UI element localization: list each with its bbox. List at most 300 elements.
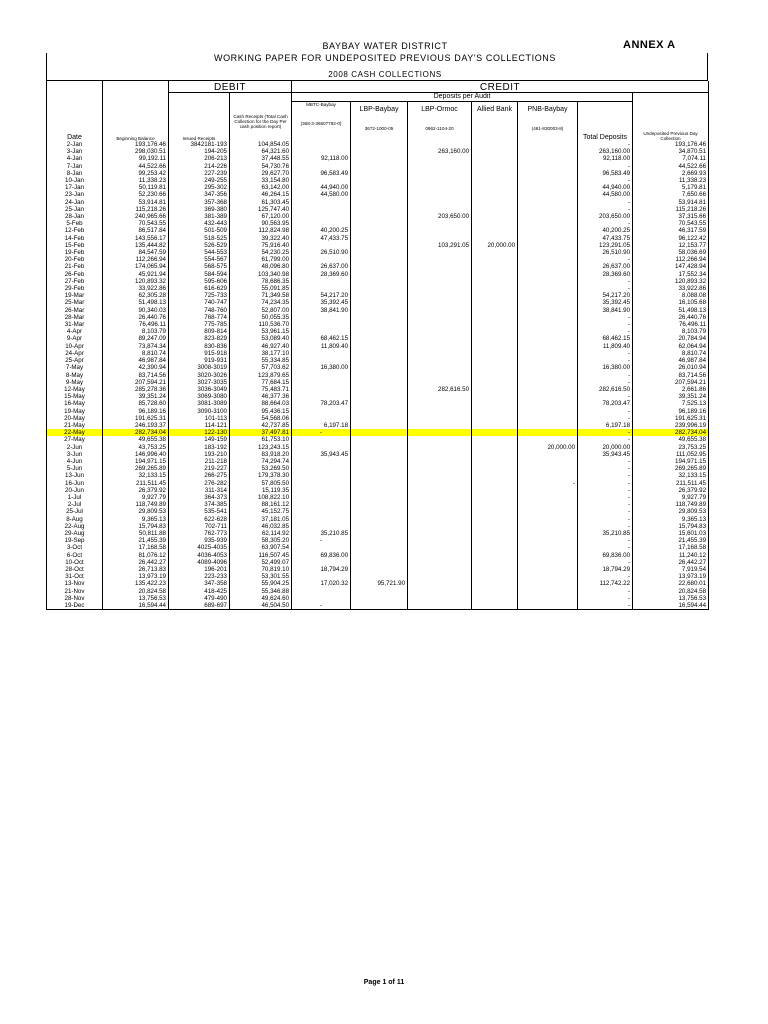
cell-beginning-balance: 50,811.88	[103, 530, 169, 537]
cell-date: 6-Oct	[47, 552, 103, 559]
cell-date: 15-May	[47, 393, 103, 400]
cell-total-deposits: 44,940.00	[578, 184, 633, 191]
cell-lbp-ormoc	[408, 321, 472, 328]
cell-mbtc-baybay: -	[292, 602, 351, 610]
cell-cash-receipts: 61,753.10	[230, 436, 292, 443]
cell-cash-receipts: 46,504.50	[230, 602, 292, 610]
cell-lbp-baybay	[351, 314, 408, 321]
table-row	[47, 379, 709, 386]
cell-date: 13-Jun	[47, 472, 103, 479]
cell-total-deposits: 20,000.00	[578, 444, 633, 451]
cell-mbtc-baybay: 54,217.20	[292, 292, 351, 299]
cell-pnb-baybay	[518, 580, 578, 587]
cell-date: 29-Aug	[47, 530, 103, 537]
cell-undeposited: 7,919.54	[633, 566, 709, 573]
cell-total-deposits: 96,583.49	[578, 170, 633, 177]
cell-undeposited: 17,168.58	[633, 544, 709, 551]
table-row	[47, 184, 709, 191]
table-row	[47, 148, 709, 155]
cell-pnb-baybay	[518, 163, 578, 170]
cell-beginning-balance: 135,422.23	[103, 580, 169, 587]
cell-issued-receipts: 364-373	[169, 494, 230, 501]
cell-undeposited: 39,351.24	[633, 393, 709, 400]
cell-issued-receipts: 725-733	[169, 292, 230, 299]
lbp-ormoc-label: LBP-Ormoc	[421, 105, 458, 113]
cell-cash-receipts: 75,916.40	[230, 242, 292, 249]
cell-lbp-ormoc	[408, 472, 472, 479]
cell-date: 29-Feb	[47, 285, 103, 292]
table-row	[47, 343, 709, 350]
cell-date: 15-Feb	[47, 242, 103, 249]
cell-issued-receipts: 418-425	[169, 588, 230, 595]
cell-undeposited: 118,749.89	[633, 501, 709, 508]
cell-allied-bank	[472, 465, 518, 472]
cell-allied-bank	[472, 458, 518, 465]
cell-beginning-balance: 26,713.83	[103, 566, 169, 573]
cell-undeposited: 26,442.27	[633, 559, 709, 566]
cell-date: 3-Oct	[47, 544, 103, 551]
cell-issued-receipts: 223-233	[169, 573, 230, 580]
cell-lbp-ormoc	[408, 566, 472, 573]
cell-lbp-baybay	[351, 249, 408, 256]
cell-undeposited: 282,734.04	[633, 429, 709, 436]
table-row	[47, 408, 709, 415]
cell-mbtc-baybay	[292, 559, 351, 566]
cell-total-deposits: -	[578, 278, 633, 285]
cell-cash-receipts: 46,032.85	[230, 523, 292, 530]
cell-mbtc-baybay: 35,943.45	[292, 451, 351, 458]
cell-lbp-baybay	[351, 299, 408, 306]
cell-pnb-baybay	[518, 516, 578, 523]
cell-cash-receipts: 29,627.70	[230, 170, 292, 177]
cell-undeposited: 21,455.39	[633, 537, 709, 544]
cell-beginning-balance: 9,927.79	[103, 494, 169, 501]
cell-lbp-baybay	[351, 271, 408, 278]
table-row	[47, 364, 709, 371]
table-row	[47, 552, 709, 559]
cell-issued-receipts: 211-218	[169, 458, 230, 465]
cell-mbtc-baybay: 96,583.49	[292, 170, 351, 177]
cell-date: 31-Mar	[47, 321, 103, 328]
cell-beginning-balance: 45,921.94	[103, 271, 169, 278]
cell-undeposited: 7,074.11	[633, 155, 709, 162]
cell-undeposited: 46,317.59	[633, 227, 709, 234]
cell-lbp-ormoc	[408, 314, 472, 321]
table-row	[47, 357, 709, 364]
cell-total-deposits: 263,160.00	[578, 148, 633, 155]
table-row	[47, 530, 709, 537]
table-row	[47, 602, 709, 610]
cell-pnb-baybay	[518, 213, 578, 220]
cell-pnb-baybay	[518, 465, 578, 472]
cell-pnb-baybay	[518, 372, 578, 379]
cell-undeposited: 2,669.93	[633, 170, 709, 177]
cell-cash-receipts: 46,927.40	[230, 343, 292, 350]
cell-allied-bank	[472, 163, 518, 170]
cell-total-deposits: -	[578, 314, 633, 321]
cell-lbp-baybay	[351, 451, 408, 458]
cell-mbtc-baybay	[292, 494, 351, 501]
cell-date: 25-Apr	[47, 357, 103, 364]
cell-lbp-baybay	[351, 559, 408, 566]
table-row	[47, 220, 709, 227]
cell-issued-receipts: 266-275	[169, 472, 230, 479]
cell-lbp-baybay	[351, 602, 408, 610]
cell-beginning-balance: 8,103.79	[103, 328, 169, 335]
cell-pnb-baybay	[518, 235, 578, 242]
cell-pnb-baybay	[518, 588, 578, 595]
cell-total-deposits: -	[578, 357, 633, 364]
cell-date: 19-May	[47, 408, 103, 415]
cell-lbp-ormoc	[408, 480, 472, 487]
col-pnb-baybay	[518, 101, 578, 141]
cell-issued-receipts: 227-239	[169, 170, 230, 177]
cell-mbtc-baybay: 35,392.45	[292, 299, 351, 306]
cell-total-deposits: 47,433.75	[578, 235, 633, 242]
cell-total-deposits: -	[578, 544, 633, 551]
cell-undeposited: 32,133.15	[633, 472, 709, 479]
cell-cash-receipts: 78,686.35	[230, 278, 292, 285]
cell-lbp-ormoc	[408, 465, 472, 472]
cell-allied-bank	[472, 501, 518, 508]
cell-total-deposits: 69,836.00	[578, 552, 633, 559]
cell-lbp-ormoc	[408, 357, 472, 364]
cell-allied-bank	[472, 335, 518, 342]
cell-date: 28-Oct	[47, 566, 103, 573]
table-row	[47, 422, 709, 429]
cell-allied-bank	[472, 227, 518, 234]
cell-cash-receipts: 37,181.05	[230, 516, 292, 523]
cell-lbp-baybay	[351, 335, 408, 342]
table-row	[47, 393, 709, 400]
cell-pnb-baybay: 20,000.00	[518, 444, 578, 451]
cell-issued-receipts: 369-380	[169, 206, 230, 213]
cell-pnb-baybay	[518, 299, 578, 306]
col-cash-receipts: Cash Receipts (Total Cash Collection for the Day Per cash position report)	[230, 101, 292, 141]
cell-date: 27-Feb	[47, 278, 103, 285]
cell-date: 4-Apr	[47, 328, 103, 335]
cell-cash-receipts: 62,114.92	[230, 530, 292, 537]
cell-lbp-baybay	[351, 263, 408, 270]
cell-undeposited: 62,064.94	[633, 343, 709, 350]
cell-lbp-baybay	[351, 408, 408, 415]
col-lbp-baybay	[351, 101, 408, 141]
cell-lbp-ormoc	[408, 163, 472, 170]
cell-mbtc-baybay	[292, 256, 351, 263]
table-row	[47, 328, 709, 335]
cell-allied-bank	[472, 523, 518, 530]
cell-beginning-balance: 13,756.53	[103, 595, 169, 602]
cell-mbtc-baybay	[292, 328, 351, 335]
cell-total-deposits: -	[578, 141, 633, 148]
org-name: BAYBAY WATER DISTRICT	[322, 41, 448, 51]
cell-pnb-baybay: -	[518, 480, 578, 487]
report-title: WORKING PAPER FOR UNDEPOSITED PREVIOUS DAY'S COLLECTIONS	[213, 53, 557, 63]
cell-mbtc-baybay	[292, 516, 351, 523]
cell-mbtc-baybay	[292, 544, 351, 551]
cell-cash-receipts: 53,301.55	[230, 573, 292, 580]
table-row	[47, 249, 709, 256]
cell-allied-bank	[472, 393, 518, 400]
cell-cash-receipts: 108,822.10	[230, 494, 292, 501]
cell-beginning-balance: 120,893.32	[103, 278, 169, 285]
cell-lbp-ormoc	[408, 364, 472, 371]
cell-lbp-ormoc	[408, 602, 472, 610]
cell-allied-bank	[472, 573, 518, 580]
cell-cash-receipts: 74,234.35	[230, 299, 292, 306]
cell-allied-bank	[472, 314, 518, 321]
cell-undeposited: 8,088.08	[633, 292, 709, 299]
cell-undeposited: 147,428.94	[633, 263, 709, 270]
table-row	[47, 199, 709, 206]
cell-beginning-balance: 44,522.66	[103, 163, 169, 170]
cell-date: 19-Feb	[47, 249, 103, 256]
collections-table	[46, 81, 709, 610]
cell-lbp-baybay	[351, 429, 408, 436]
cell-mbtc-baybay: 26,637.00	[292, 263, 351, 270]
cell-allied-bank	[472, 292, 518, 299]
cell-lbp-baybay	[351, 206, 408, 213]
cell-mbtc-baybay	[292, 148, 351, 155]
cell-issued-receipts: 122-130	[169, 429, 230, 436]
mbtc-account: (368-3-36607792-0)	[300, 120, 342, 126]
cell-allied-bank	[472, 559, 518, 566]
header-blank	[103, 81, 169, 92]
cell-undeposited: 7,525.13	[633, 400, 709, 407]
cell-lbp-ormoc	[408, 285, 472, 292]
table-row	[47, 206, 709, 213]
cell-allied-bank	[472, 494, 518, 501]
table-row	[47, 155, 709, 162]
frame-left-line	[46, 53, 47, 81]
cell-lbp-baybay	[351, 163, 408, 170]
cell-lbp-ormoc	[408, 595, 472, 602]
cell-pnb-baybay	[518, 364, 578, 371]
cell-mbtc-baybay	[292, 487, 351, 494]
cell-lbp-baybay	[351, 386, 408, 393]
cell-allied-bank	[472, 343, 518, 350]
cell-beginning-balance: 96,189.16	[103, 408, 169, 415]
cell-beginning-balance: 191,625.31	[103, 415, 169, 422]
table-row	[47, 559, 709, 566]
cell-undeposited: 11,240.12	[633, 552, 709, 559]
cell-pnb-baybay	[518, 393, 578, 400]
cell-allied-bank	[472, 155, 518, 162]
cell-issued-receipts: 526-529	[169, 242, 230, 249]
cell-date: 24-Jan	[47, 199, 103, 206]
cell-date: 16-Jun	[47, 480, 103, 487]
table-row	[47, 213, 709, 220]
cell-lbp-baybay	[351, 444, 408, 451]
table-row	[47, 307, 709, 314]
cell-undeposited: 2,661.86	[633, 386, 709, 393]
cell-undeposited: 46,987.84	[633, 357, 709, 364]
cell-undeposited: 15,601.03	[633, 530, 709, 537]
cell-issued-receipts: 101-113	[169, 415, 230, 422]
cell-beginning-balance: 29,809.53	[103, 508, 169, 515]
cell-date: 12-Feb	[47, 227, 103, 234]
cell-issued-receipts: 554-567	[169, 256, 230, 263]
cell-undeposited: 207,594.21	[633, 379, 709, 386]
cell-undeposited: 11,338.23	[633, 177, 709, 184]
cell-beginning-balance: 15,794.83	[103, 523, 169, 530]
cell-beginning-balance: 8,810.74	[103, 350, 169, 357]
cell-lbp-ormoc	[408, 184, 472, 191]
cell-total-deposits: 92,118.00	[578, 155, 633, 162]
cell-cash-receipts: 61,799.00	[230, 256, 292, 263]
cell-cash-receipts: 52,499.07	[230, 559, 292, 566]
cell-pnb-baybay	[518, 408, 578, 415]
cell-mbtc-baybay: 47,433.75	[292, 235, 351, 242]
cell-beginning-balance: 49,655.38	[103, 436, 169, 443]
cell-mbtc-baybay	[292, 379, 351, 386]
cell-lbp-ormoc	[408, 379, 472, 386]
cell-beginning-balance: 26,442.27	[103, 559, 169, 566]
cell-undeposited: 13,756.53	[633, 595, 709, 602]
cell-lbp-ormoc	[408, 249, 472, 256]
cell-lbp-baybay	[351, 328, 408, 335]
cell-allied-bank	[472, 357, 518, 364]
cell-beginning-balance: 89,247.09	[103, 335, 169, 342]
cell-pnb-baybay	[518, 530, 578, 537]
cell-lbp-ormoc: 203,650.00	[408, 213, 472, 220]
cell-beginning-balance: 99,253.42	[103, 170, 169, 177]
cell-total-deposits: -	[578, 465, 633, 472]
cell-lbp-baybay	[351, 487, 408, 494]
cell-lbp-baybay	[351, 472, 408, 479]
cell-issued-receipts: 809-814	[169, 328, 230, 335]
cell-pnb-baybay	[518, 285, 578, 292]
cell-issued-receipts: 3020-3026	[169, 372, 230, 379]
cell-lbp-baybay	[351, 292, 408, 299]
cell-cash-receipts: 123,879.65	[230, 372, 292, 379]
cell-mbtc-baybay	[292, 458, 351, 465]
cell-lbp-ormoc	[408, 530, 472, 537]
cell-mbtc-baybay	[292, 444, 351, 451]
cell-allied-bank	[472, 328, 518, 335]
cell-lbp-baybay	[351, 227, 408, 234]
cell-pnb-baybay	[518, 487, 578, 494]
cell-lbp-ormoc	[408, 508, 472, 515]
cell-pnb-baybay	[518, 220, 578, 227]
cell-cash-receipts: 58,305.20	[230, 537, 292, 544]
cell-mbtc-baybay	[292, 242, 351, 249]
cell-beginning-balance: 85,728.60	[103, 400, 169, 407]
cell-beginning-balance: 84,547.59	[103, 249, 169, 256]
cell-mbtc-baybay	[292, 573, 351, 580]
cell-lbp-ormoc: 282,616.50	[408, 386, 472, 393]
cell-issued-receipts: 4036-4053	[169, 552, 230, 559]
cell-total-deposits: 35,392.45	[578, 299, 633, 306]
cell-lbp-ormoc	[408, 458, 472, 465]
cell-pnb-baybay	[518, 155, 578, 162]
cell-mbtc-baybay: 16,380.00	[292, 364, 351, 371]
table-row	[47, 508, 709, 515]
cell-pnb-baybay	[518, 263, 578, 270]
cell-lbp-ormoc	[408, 307, 472, 314]
cell-cash-receipts: 55,091.85	[230, 285, 292, 292]
cell-issued-receipts: 4089-4096	[169, 559, 230, 566]
cell-lbp-baybay	[351, 379, 408, 386]
cell-allied-bank	[472, 544, 518, 551]
cell-issued-receipts: 702-711	[169, 523, 230, 530]
cell-issued-receipts: 193-210	[169, 451, 230, 458]
cell-undeposited: 211,511.45	[633, 480, 709, 487]
cell-date: 24-Apr	[47, 350, 103, 357]
cell-total-deposits: -	[578, 501, 633, 508]
cell-issued-receipts: 740-747	[169, 299, 230, 306]
cell-lbp-ormoc	[408, 501, 472, 508]
cell-undeposited: 16,594.44	[633, 602, 709, 610]
cell-cash-receipts: 42,737.85	[230, 422, 292, 429]
cell-mbtc-baybay	[292, 177, 351, 184]
cell-lbp-ormoc	[408, 141, 472, 148]
cell-lbp-ormoc	[408, 436, 472, 443]
cell-total-deposits: -	[578, 256, 633, 263]
cell-undeposited: 115,218.26	[633, 206, 709, 213]
cell-lbp-baybay	[351, 530, 408, 537]
cell-mbtc-baybay	[292, 163, 351, 170]
debit-heading: DEBIT	[169, 81, 292, 92]
cell-lbp-ormoc	[408, 271, 472, 278]
cell-lbp-ormoc: 103,291.05	[408, 242, 472, 249]
table-row	[47, 335, 709, 342]
cell-issued-receipts: 3036-3049	[169, 386, 230, 393]
cell-allied-bank	[472, 451, 518, 458]
cell-cash-receipts: 88,664.03	[230, 400, 292, 407]
cell-issued-receipts: 194-205	[169, 148, 230, 155]
cell-beginning-balance: 143,556.17	[103, 235, 169, 242]
cell-cash-receipts: 46,264.15	[230, 191, 292, 198]
cell-undeposited: 12,153.77	[633, 242, 709, 249]
lbp-baybay-label: LBP-Baybay	[359, 105, 399, 113]
cell-allied-bank	[472, 580, 518, 587]
cell-pnb-baybay	[518, 508, 578, 515]
cell-date: 25-Mar	[47, 299, 103, 306]
cell-lbp-baybay	[351, 400, 408, 407]
cell-lbp-ormoc	[408, 544, 472, 551]
cell-lbp-ormoc	[408, 278, 472, 285]
cell-issued-receipts: 347-356	[169, 191, 230, 198]
table-row	[47, 501, 709, 508]
cell-mbtc-baybay	[292, 415, 351, 422]
cell-allied-bank	[472, 408, 518, 415]
allied-bank-label: Allied Bank	[477, 105, 513, 113]
table-row	[47, 516, 709, 523]
table-row	[47, 263, 709, 270]
cell-undeposited: 26,010.94	[633, 364, 709, 371]
cell-pnb-baybay	[518, 314, 578, 321]
cell-date: 23-Jan	[47, 191, 103, 198]
cell-issued-receipts: 357-368	[169, 199, 230, 206]
cell-issued-receipts: 114-121	[169, 422, 230, 429]
header-blank	[633, 92, 709, 101]
cell-undeposited: 29,809.53	[633, 508, 709, 515]
cell-cash-receipts: 95,436.15	[230, 408, 292, 415]
cell-lbp-baybay	[351, 552, 408, 559]
cell-beginning-balance: 112,266.94	[103, 256, 169, 263]
table-row	[47, 494, 709, 501]
cell-total-deposits: -	[578, 487, 633, 494]
cell-undeposited: 83,714.56	[633, 372, 709, 379]
cell-beginning-balance: 62,305.28	[103, 292, 169, 299]
cell-total-deposits: 38,841.90	[578, 307, 633, 314]
cell-lbp-ormoc	[408, 429, 472, 436]
cell-undeposited: 191,625.31	[633, 415, 709, 422]
cell-cash-receipts: 74,294.74	[230, 458, 292, 465]
cell-cash-receipts: 104,854.05	[230, 141, 292, 148]
cell-date: 3-Jan	[47, 148, 103, 155]
